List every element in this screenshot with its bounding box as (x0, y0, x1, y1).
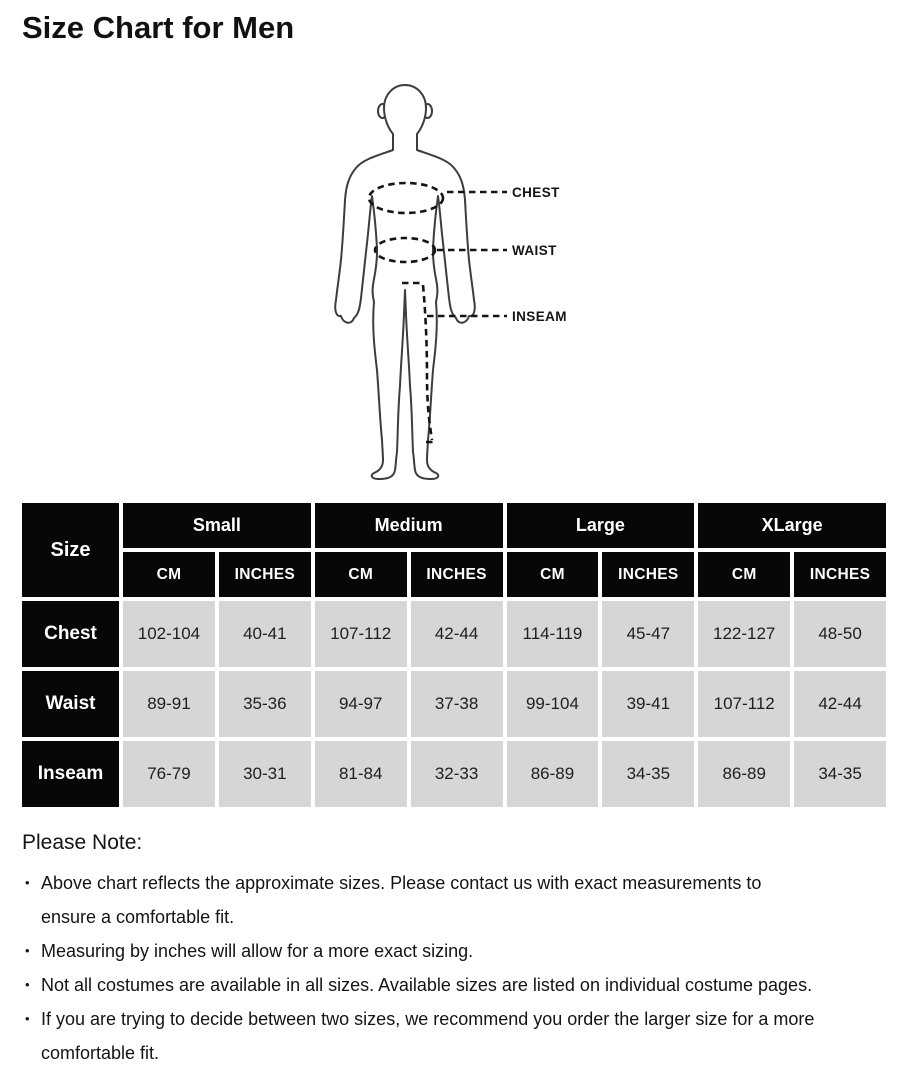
page-title: Size Chart for Men (22, 10, 295, 45)
size-table (22, 503, 886, 807)
unit-header-cm: CM (507, 552, 599, 597)
note-item: • Measuring by inches will allow for a more exact sizing. (22, 934, 888, 968)
column-group-large: Large (507, 503, 695, 548)
inseam-xlarge-cm: 86-89 (698, 741, 790, 807)
body-measurement-diagram (310, 78, 610, 493)
waist-small-inches: 35-36 (219, 671, 311, 737)
note-item: • Not all costumes are available in all sizes. Available sizes are listed on individual costume pages. (22, 968, 888, 1002)
male-figure-illustration (310, 78, 610, 493)
note-item: • Above chart reflects the approximate sizes. Please contact us with exact measurements to ensure a comfortable fit. (22, 866, 813, 934)
notes-list (22, 866, 888, 1070)
column-group-small: Small (123, 503, 311, 548)
waist-large-inches: 39-41 (602, 671, 694, 737)
inseam-large-cm: 86-89 (507, 741, 599, 807)
chest-label: CHEST (512, 185, 560, 200)
unit-header-inches: INCHES (794, 552, 886, 597)
unit-header-cm: CM (315, 552, 407, 597)
unit-header-inches: INCHES (219, 552, 311, 597)
table-corner-header: Size (22, 503, 119, 597)
column-group-medium: Medium (315, 503, 503, 548)
inseam-medium-inches: 32-33 (411, 741, 503, 807)
waist-large-cm: 99-104 (507, 671, 599, 737)
chest-xlarge-cm: 122-127 (698, 601, 790, 667)
chest-xlarge-inches: 48-50 (794, 601, 886, 667)
chest-medium-cm: 107-112 (315, 601, 407, 667)
column-group-xlarge: XLarge (698, 503, 886, 548)
waist-xlarge-inches: 42-44 (794, 671, 886, 737)
waist-medium-inches: 37-38 (411, 671, 503, 737)
row-label-chest: Chest (22, 601, 119, 667)
row-label-waist: Waist (22, 671, 119, 737)
unit-header-cm: CM (698, 552, 790, 597)
inseam-large-inches: 34-35 (602, 741, 694, 807)
inseam-small-inches: 30-31 (219, 741, 311, 807)
notes-heading: Please Note: (22, 831, 143, 854)
chest-large-cm: 114-119 (507, 601, 599, 667)
note-item: • If you are trying to decide between two sizes, we recommend you order the larger size for a more comfortable fit. (22, 1002, 888, 1070)
inseam-xlarge-inches: 34-35 (794, 741, 886, 807)
chest-medium-inches: 42-44 (411, 601, 503, 667)
inseam-medium-cm: 81-84 (315, 741, 407, 807)
unit-header-inches: INCHES (602, 552, 694, 597)
chest-large-inches: 45-47 (602, 601, 694, 667)
waist-small-cm: 89-91 (123, 671, 215, 737)
unit-header-inches: INCHES (411, 552, 503, 597)
inseam-small-cm: 76-79 (123, 741, 215, 807)
waist-medium-cm: 94-97 (315, 671, 407, 737)
unit-header-cm: CM (123, 552, 215, 597)
row-label-inseam: Inseam (22, 741, 119, 807)
inseam-label: INSEAM (512, 309, 567, 324)
waist-label: WAIST (512, 243, 557, 258)
chest-small-cm: 102-104 (123, 601, 215, 667)
notes-section (22, 831, 888, 1070)
chest-small-inches: 40-41 (219, 601, 311, 667)
waist-xlarge-cm: 107-112 (698, 671, 790, 737)
